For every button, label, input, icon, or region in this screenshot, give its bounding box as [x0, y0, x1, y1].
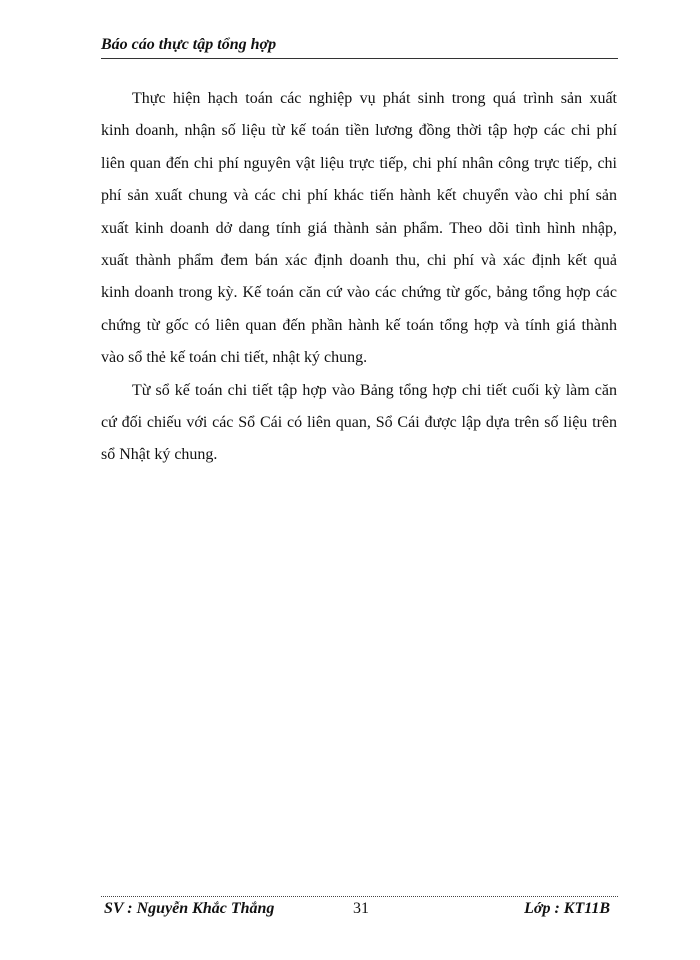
page-number: 31: [353, 900, 369, 917]
text-line: phí sản xuất chung và các chi phí khác tiến hành kết chuyển vào chi phí sản: [101, 187, 617, 205]
text-line: cứ đối chiếu với các Sổ Cái có liên quan, Sổ Cái được lập dựa trên số liệu trên: [101, 414, 617, 432]
text-line: sổ Nhật ký chung.: [101, 446, 218, 464]
text-line: xuất kinh doanh dở dang tính giá thành sản phẩm. Theo dõi tình hình nhập,: [101, 219, 617, 237]
text-line: kinh doanh, nhận số liệu từ kế toán tiền lương đồng thời tập hợp các chi phí: [101, 122, 617, 140]
text-line: kinh doanh trong kỳ. Kế toán căn cứ vào các chứng từ gốc, bảng tổng hợp các: [101, 284, 617, 302]
text-line: Thực hiện hạch toán các nghiệp vụ phát sinh trong quá trình sản xuất: [132, 90, 617, 107]
paragraph: [101, 83, 617, 375]
text-line: Từ sổ kế toán chi tiết tập hợp vào Bảng tổng hợp chi tiết cuối kỳ làm căn: [132, 381, 617, 399]
text-line: chứng từ gốc có liên quan đến phần hành kế toán tổng hợp và tính giá thành: [101, 316, 617, 334]
class-name: Lớp : KT11B: [524, 900, 610, 917]
text-line: xuất thành phẩm đem bán xác định doanh thu, chi phí và xác định kết quả: [101, 252, 617, 270]
text-line: liên quan đến chi phí nguyên vật liệu trực tiếp, chi phí nhân công trực tiếp, chi: [101, 154, 617, 172]
paragraph: [101, 375, 617, 472]
page-header: Báo cáo thực tập tổng hợp: [101, 36, 618, 59]
footer-divider: [101, 896, 618, 897]
student-name: SV : Nguyễn Khắc Thắng: [104, 900, 275, 917]
text-line: vào sổ thẻ kế toán chi tiết, nhật ký chung.: [101, 349, 368, 367]
document-body: [101, 83, 617, 472]
